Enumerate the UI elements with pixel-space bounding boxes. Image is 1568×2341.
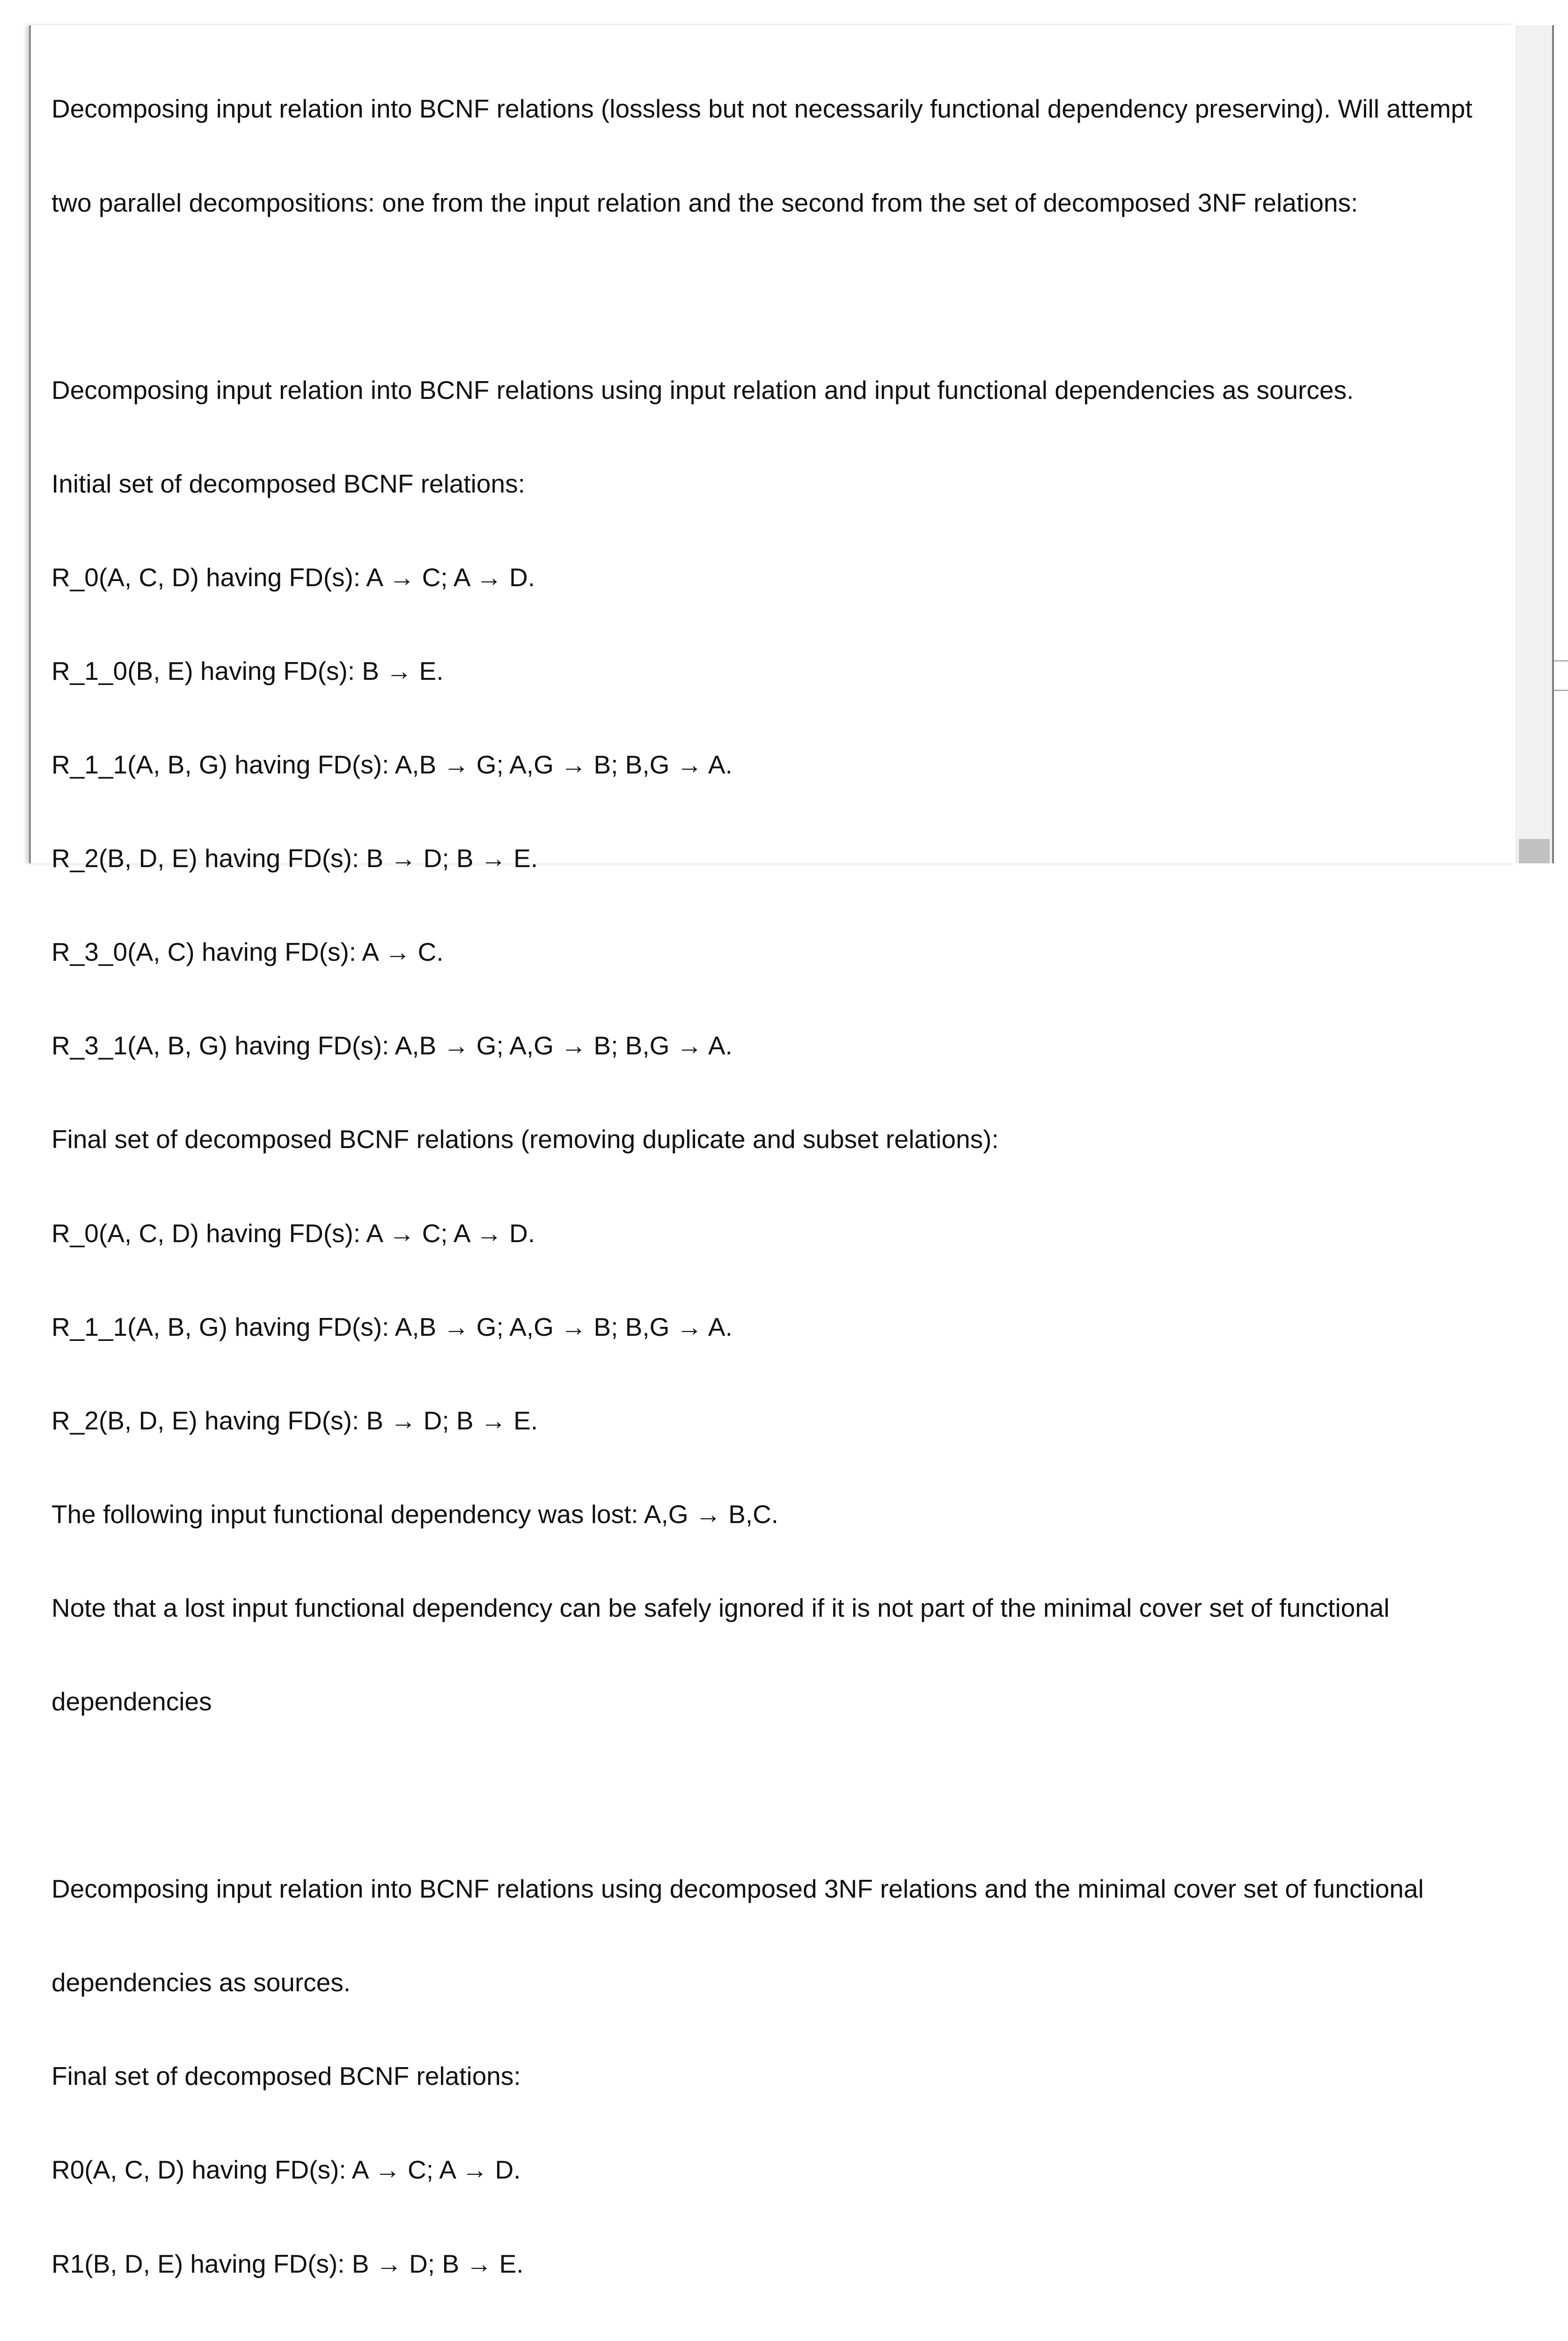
output-line: R1(B, D, E) having FD(s): B → D; B → E. <box>51 2249 524 2278</box>
window-edge-tick <box>1554 690 1568 691</box>
vertical-scrollbar[interactable] <box>1516 25 1552 863</box>
output-line: Initial set of decomposed BCNF relations: <box>51 469 525 498</box>
output-line: R_0(A, C, D) having FD(s): A → C; A → D. <box>51 1218 535 1248</box>
output-line: R_3_1(A, B, G) having FD(s): A,B → G; A,G → B; B,G → A. <box>51 1031 733 1060</box>
output-line: Decomposing input relation into BCNF relations (lossless but not necessarily functional dependency preserving). Will attempt <box>51 94 1473 124</box>
output-line: dependencies <box>51 1687 212 1716</box>
output-line: Decomposing input relation into BCNF relations using decomposed 3NF relations and the minimal cover set of functional <box>51 1874 1424 1904</box>
output-line: two parallel decompositions: one from the input relation and the second from the set of decomposed 3NF relations: <box>51 188 1358 217</box>
blank-line <box>51 281 1517 312</box>
output-line: Note that a lost input functional dependency can be safely ignored if it is not part of the minimal cover set of functional <box>51 1593 1390 1622</box>
output-panel <box>29 25 1516 2278</box>
blank-line <box>51 1780 1517 1811</box>
window-edge-divider <box>1552 25 1554 863</box>
output-text <box>51 31 1517 2341</box>
output-line: R_1_1(A, B, G) having FD(s): A,B → G; A,G → B; B,G → A. <box>51 750 733 780</box>
output-line: R_0(A, C, D) having FD(s): A → C; A → D. <box>51 562 535 592</box>
scrollbar-thumb[interactable] <box>1519 839 1550 863</box>
output-line: Decomposing input relation into BCNF relations using input relation and input functional dependencies as sources. <box>51 375 1354 405</box>
output-line: The following input functional dependency was lost: A,G → B,C. <box>51 1499 779 1529</box>
output-line: R_1_1(A, B, G) having FD(s): A,B → G; A,G → B; B,G → A. <box>51 1312 733 1341</box>
output-line: R_2(B, D, E) having FD(s): B → D; B → E. <box>51 1406 538 1435</box>
window-edge-tick <box>1554 660 1568 662</box>
output-line: dependencies as sources. <box>51 1968 351 1997</box>
output-line: Final set of decomposed BCNF relations (removing duplicate and subset relations): <box>51 1125 999 1154</box>
output-line: Final set of decomposed BCNF relations: <box>51 2061 521 2091</box>
output-line: R_2(B, D, E) having FD(s): B → D; B → E. <box>51 844 538 873</box>
output-line: R0(A, C, D) having FD(s): A → C; A → D. <box>51 2155 521 2185</box>
output-line: R_3_0(A, C) having FD(s): A → C. <box>51 937 444 967</box>
output-line: R_1_0(B, E) having FD(s): B → E. <box>51 656 444 685</box>
